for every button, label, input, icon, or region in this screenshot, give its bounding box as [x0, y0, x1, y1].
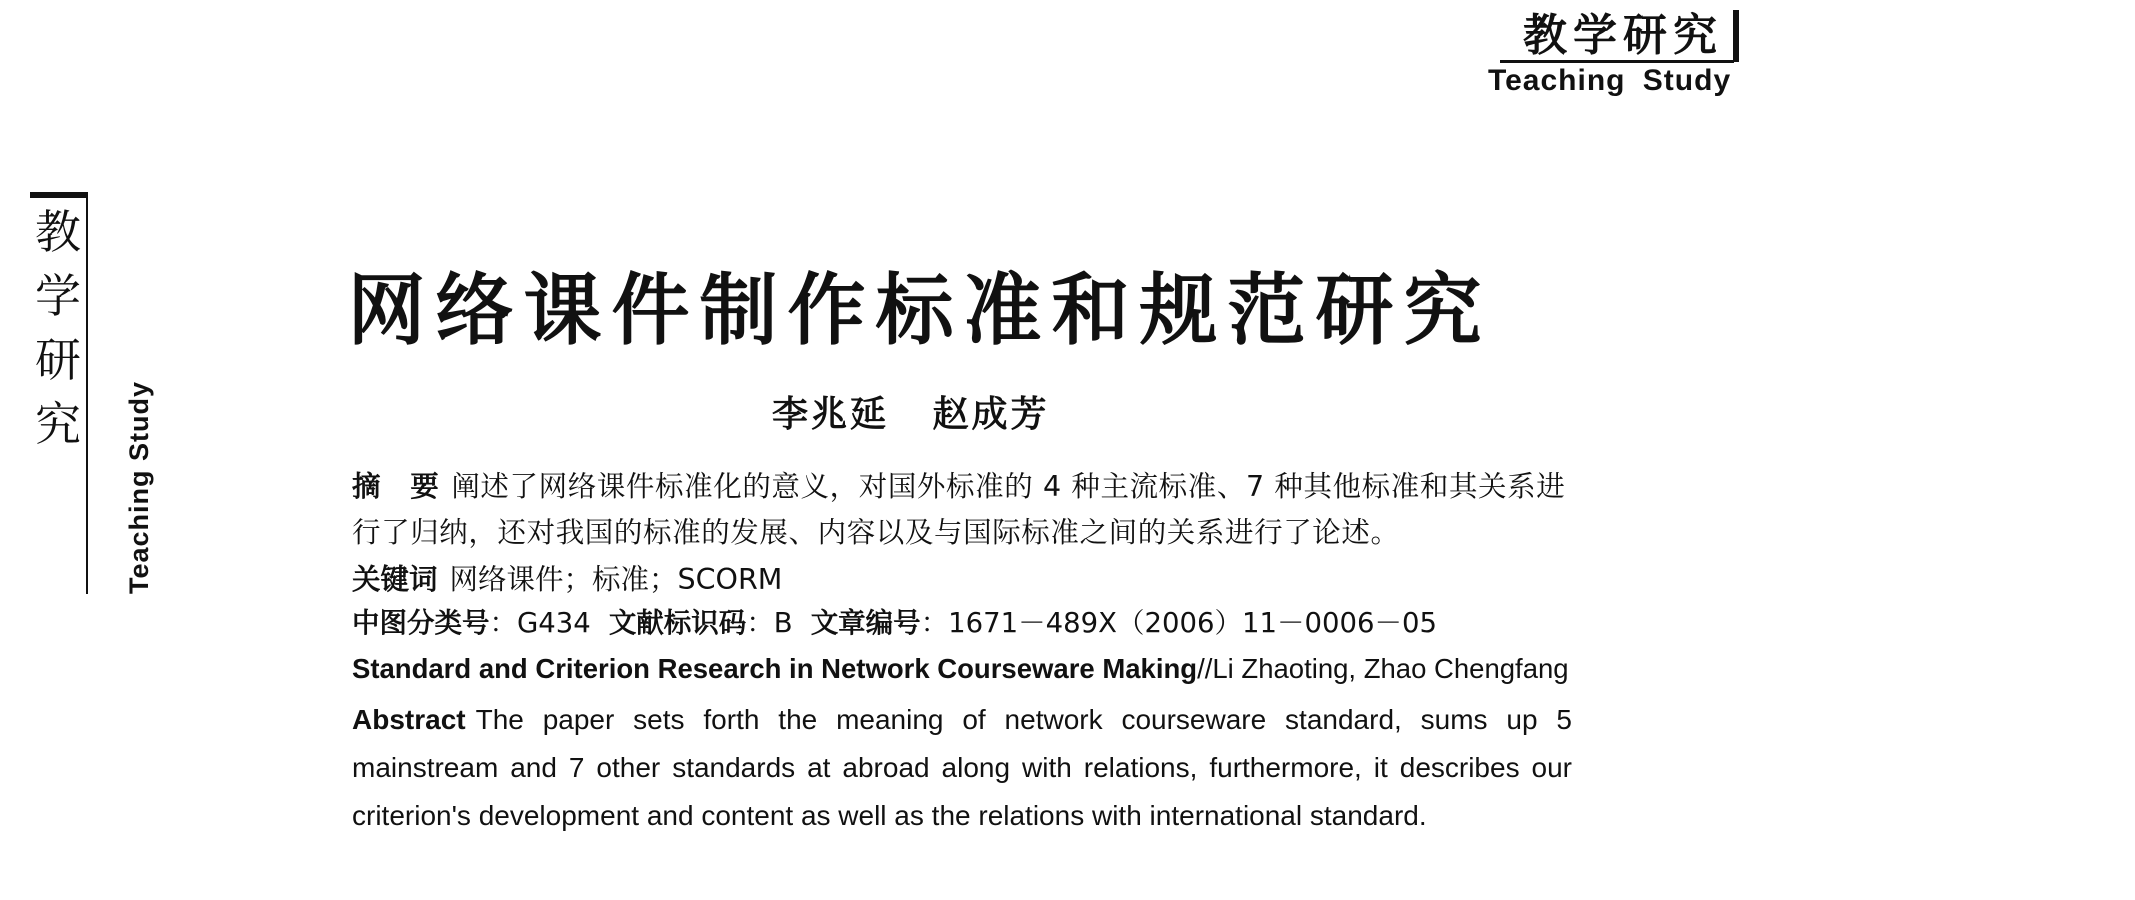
keywords: [352, 558, 1572, 602]
article-no-label: 文章编号: [810, 607, 921, 639]
doc-code-label: 文献标识码: [608, 607, 747, 639]
article-no-value: ：1671－489X（2006）11－0006－05: [920, 607, 1437, 639]
keywords-label: 关键词: [352, 563, 438, 596]
running-header-section-cn: 教学研究: [1523, 10, 1739, 62]
abstract-en-text: The paper sets forth the meaning of network courseware standard, sums up 5 mainstream and 7 other standards at abroad along with relations, furthermore, it describes our criterion's development and content as well as the relations with international standard.: [352, 704, 1572, 831]
article-front-matter: [352, 464, 1572, 840]
keywords-text: 网络课件；标准；SCORM: [449, 563, 783, 596]
article-title: 网络课件制作标准和规范研究: [347, 265, 1492, 356]
doc-code-value: ：B: [746, 607, 793, 639]
abstract-cn-text: 阐述了网络课件标准化的意义，对国外标准的 4 种主流标准、7 种其他标准和其关系进行了归纳，还对我国的标准的发展、内容以及与国际标准之间的关系进行了论述。: [352, 470, 1566, 549]
running-header-section-en: Teaching Study: [1488, 64, 1732, 97]
english-title: Standard and Criterion Research in Network Courseware Making: [352, 653, 1198, 684]
english-title-line: [352, 644, 1572, 694]
side-tab-top-bar: [30, 192, 86, 198]
side-tab-en: Teaching Study: [124, 380, 154, 594]
english-authors: //Li Zhaoting, Zhao Chengfang: [1197, 653, 1569, 684]
side-tab-char: 学: [35, 269, 81, 323]
side-tab-char: 研: [35, 333, 81, 387]
abstract-cn: [352, 464, 1572, 556]
side-tab-char: 究: [35, 397, 81, 451]
abstract-cn-label: 摘 要: [352, 470, 440, 503]
clc-value: ：G434: [489, 607, 591, 639]
side-tab-char: 教: [35, 205, 81, 259]
abstract-en: [352, 696, 1572, 840]
article-authors: 李兆延 赵成芳: [772, 393, 1050, 435]
classification-line: [352, 602, 1572, 644]
running-header-rule: [1500, 60, 1734, 63]
abstract-en-label: Abstract: [352, 704, 466, 735]
clc-label: 中图分类号: [352, 607, 490, 639]
